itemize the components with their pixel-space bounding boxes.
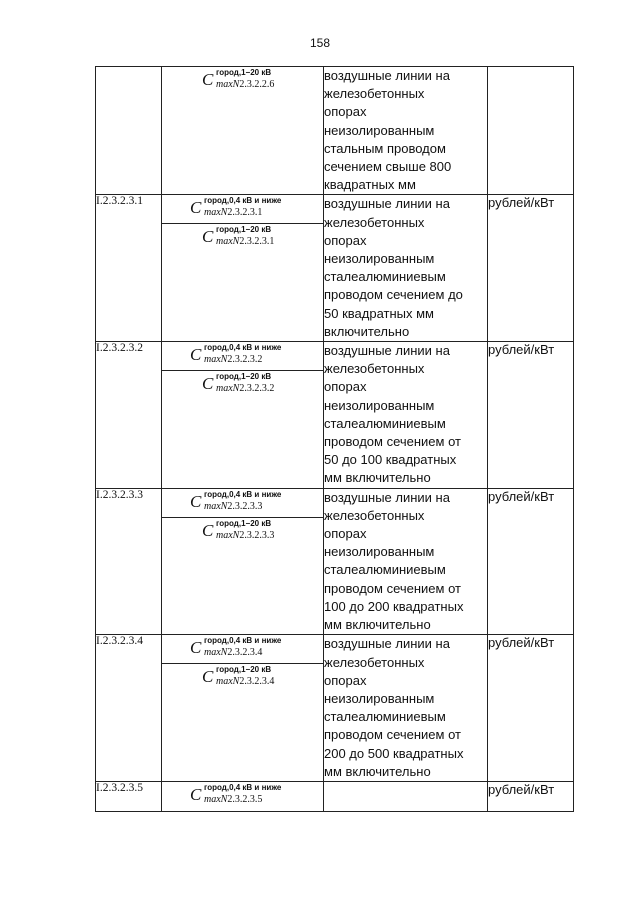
formula-cell (162, 781, 324, 811)
row-unit: рублей/кВт (488, 488, 574, 635)
tariff-formula (162, 782, 323, 810)
formula-subscript-index: 2.3.2.3.4 (227, 647, 263, 659)
formula-superscript: город,0,4 кВ и ниже (204, 196, 282, 206)
formula-subscript-index: 2.3.2.3.1 (239, 236, 275, 248)
row-description (324, 488, 488, 635)
description-line: железобетонных (324, 361, 425, 377)
tariff-table (95, 66, 574, 812)
formula-subscript-index: 2.3.2.3.2 (239, 383, 275, 395)
description-line: сталеалюминиевым (324, 269, 446, 285)
formula-superscript: город,1−20 кВ (216, 372, 272, 382)
formula-subscript-italic: maxN (216, 676, 240, 688)
formula-subscript-index: 2.3.2.3.4 (239, 676, 275, 688)
formula-subscript (216, 676, 274, 687)
description-line: мм включительно (324, 617, 431, 633)
description-line: опорах (324, 232, 367, 248)
description-line: неизолированным (324, 690, 435, 706)
formula-subscript-italic: maxN (216, 79, 240, 90)
formula-superscript: город,0,4 кВ и ниже (204, 636, 282, 646)
formula-cell (162, 195, 324, 342)
formula-cell (162, 488, 324, 635)
formula-cell (162, 635, 324, 782)
description-line: неизолированным (324, 397, 435, 413)
formula-subscript (216, 383, 274, 394)
row-code (96, 67, 162, 195)
formula-block (162, 195, 323, 224)
table-row (96, 342, 574, 489)
formula-subscript-italic: maxN (204, 354, 228, 366)
tariff-formula (162, 664, 323, 692)
formula-block (162, 342, 323, 371)
description-line: опорах (324, 672, 367, 688)
description-line: железобетонных (324, 86, 425, 102)
tariff-formula (162, 489, 323, 517)
row-description (324, 781, 488, 811)
formula-subscript (216, 236, 274, 247)
formula-subscript (204, 501, 262, 512)
description-line: воздушные линии на (324, 489, 450, 505)
tariff-formula (162, 195, 323, 223)
description-line: включительно (324, 323, 410, 339)
description-line: воздушные линии на (324, 636, 450, 652)
tariff-formula (162, 67, 323, 95)
description-line: воздушные линии на (324, 196, 450, 212)
row-description (324, 635, 488, 782)
description-line: сталеалюминиевым (324, 415, 446, 431)
formula-cell (162, 342, 324, 489)
description-line: 50 до 100 квадратных (324, 452, 457, 468)
row-code: I.2.3.2.3.2 (96, 342, 162, 489)
row-unit (488, 67, 574, 195)
formula-subscript-italic: maxN (216, 383, 240, 395)
tariff-formula (162, 224, 323, 252)
row-code: I.2.3.2.3.4 (96, 635, 162, 782)
description-line: проводом сечением от (324, 727, 461, 743)
formula-subscript (216, 79, 274, 90)
formula-subscript-index: 2.3.2.3.3 (227, 500, 263, 512)
tariff-formula (162, 342, 323, 370)
description-line: воздушные линии на (324, 68, 450, 83)
description-line: сталеалюминиевым (324, 562, 446, 578)
row-description (324, 195, 488, 342)
formula-superscript: город,0,4 кВ и ниже (204, 489, 282, 499)
formula-subscript-index: 2.3.2.3.3 (239, 529, 275, 541)
formula-symbol: C (202, 227, 214, 247)
description-line: неизолированным (324, 251, 435, 267)
formula-symbol: C (190, 198, 202, 218)
formula-subscript (204, 647, 262, 658)
description-line: сечением свыше 800 (324, 159, 452, 175)
row-unit: рублей/кВт (488, 342, 574, 489)
description-line: 200 до 500 квадратных (324, 745, 464, 761)
description-line: железобетонных (324, 507, 425, 523)
formula-subscript (216, 530, 274, 541)
description-line: сталеалюминиевым (324, 709, 446, 725)
table-row (96, 195, 574, 342)
formula-subscript-italic: maxN (216, 236, 240, 248)
formula-subscript (204, 794, 262, 805)
table-row (96, 488, 574, 635)
formula-symbol: C (202, 70, 214, 89)
description-line: опорах (324, 379, 367, 395)
formula-symbol: C (190, 491, 202, 511)
row-code: I.2.3.2.3.5 (96, 781, 162, 811)
formula-block (162, 224, 323, 252)
formula-subscript-italic: maxN (204, 500, 228, 512)
formula-subscript-index: 2.3.2.3.5 (227, 793, 263, 805)
description-line: воздушные линии на (324, 343, 450, 359)
formula-superscript: город,1−20 кВ (216, 68, 272, 77)
description-line: неизолированным (324, 122, 435, 138)
table-row (96, 67, 574, 195)
formula-subscript-index: 2.3.2.2.6 (239, 79, 275, 90)
description-line: стальным проводом (324, 140, 446, 156)
formula-subscript-italic: maxN (204, 793, 228, 805)
row-unit: рублей/кВт (488, 635, 574, 782)
formula-superscript: город,0,4 кВ и ниже (204, 343, 282, 353)
description-line: мм включительно (324, 470, 431, 486)
formula-symbol: C (202, 520, 214, 540)
formula-block (162, 371, 323, 399)
formula-block (162, 518, 323, 546)
description-line: 100 до 200 квадратных (324, 598, 464, 614)
row-description (324, 67, 488, 195)
description-line: 50 квадратных мм (324, 305, 434, 321)
formula-superscript: город,1−20 кВ (216, 665, 272, 675)
description-line: неизолированным (324, 544, 435, 560)
formula-cell (162, 67, 324, 195)
formula-subscript-italic: maxN (204, 647, 228, 659)
formula-block (162, 67, 323, 95)
formula-subscript-italic: maxN (216, 529, 240, 541)
description-line: проводом сечением до (324, 287, 463, 303)
table-row (96, 635, 574, 782)
formula-superscript: город,1−20 кВ (216, 518, 272, 528)
description-line: проводом сечением от (324, 580, 461, 596)
row-code: I.2.3.2.3.3 (96, 488, 162, 635)
description-line: опорах (324, 526, 367, 542)
tariff-formula (162, 635, 323, 663)
page-number: 158 (309, 36, 331, 50)
formula-symbol: C (190, 784, 202, 804)
formula-symbol: C (202, 667, 214, 687)
row-unit: рублей/кВт (488, 195, 574, 342)
formula-superscript: город,1−20 кВ (216, 225, 272, 235)
formula-block (162, 489, 323, 518)
row-unit: рублей/кВт (488, 781, 574, 811)
description-line: железобетонных (324, 654, 425, 670)
tariff-formula (162, 371, 323, 399)
formula-block (162, 664, 323, 692)
formula-subscript-index: 2.3.2.3.1 (227, 207, 263, 219)
formula-block (162, 782, 323, 810)
formula-symbol: C (190, 345, 202, 365)
formula-subscript-index: 2.3.2.3.2 (227, 354, 263, 366)
description-line: квадратных мм (324, 177, 416, 193)
description-line: железобетонных (324, 214, 425, 230)
description-line: мм включительно (324, 763, 431, 779)
description-line: опорах (324, 104, 367, 120)
formula-symbol: C (202, 374, 214, 394)
row-code: I.2.3.2.3.1 (96, 195, 162, 342)
description-line: проводом сечением от (324, 434, 461, 450)
row-description (324, 342, 488, 489)
formula-block (162, 635, 323, 664)
formula-subscript (204, 207, 262, 218)
formula-symbol: C (190, 638, 202, 658)
formula-superscript: город,0,4 кВ и ниже (204, 782, 282, 792)
table-row (96, 781, 574, 811)
formula-subscript-italic: maxN (204, 207, 228, 219)
tariff-formula (162, 518, 323, 546)
formula-subscript (204, 354, 262, 365)
